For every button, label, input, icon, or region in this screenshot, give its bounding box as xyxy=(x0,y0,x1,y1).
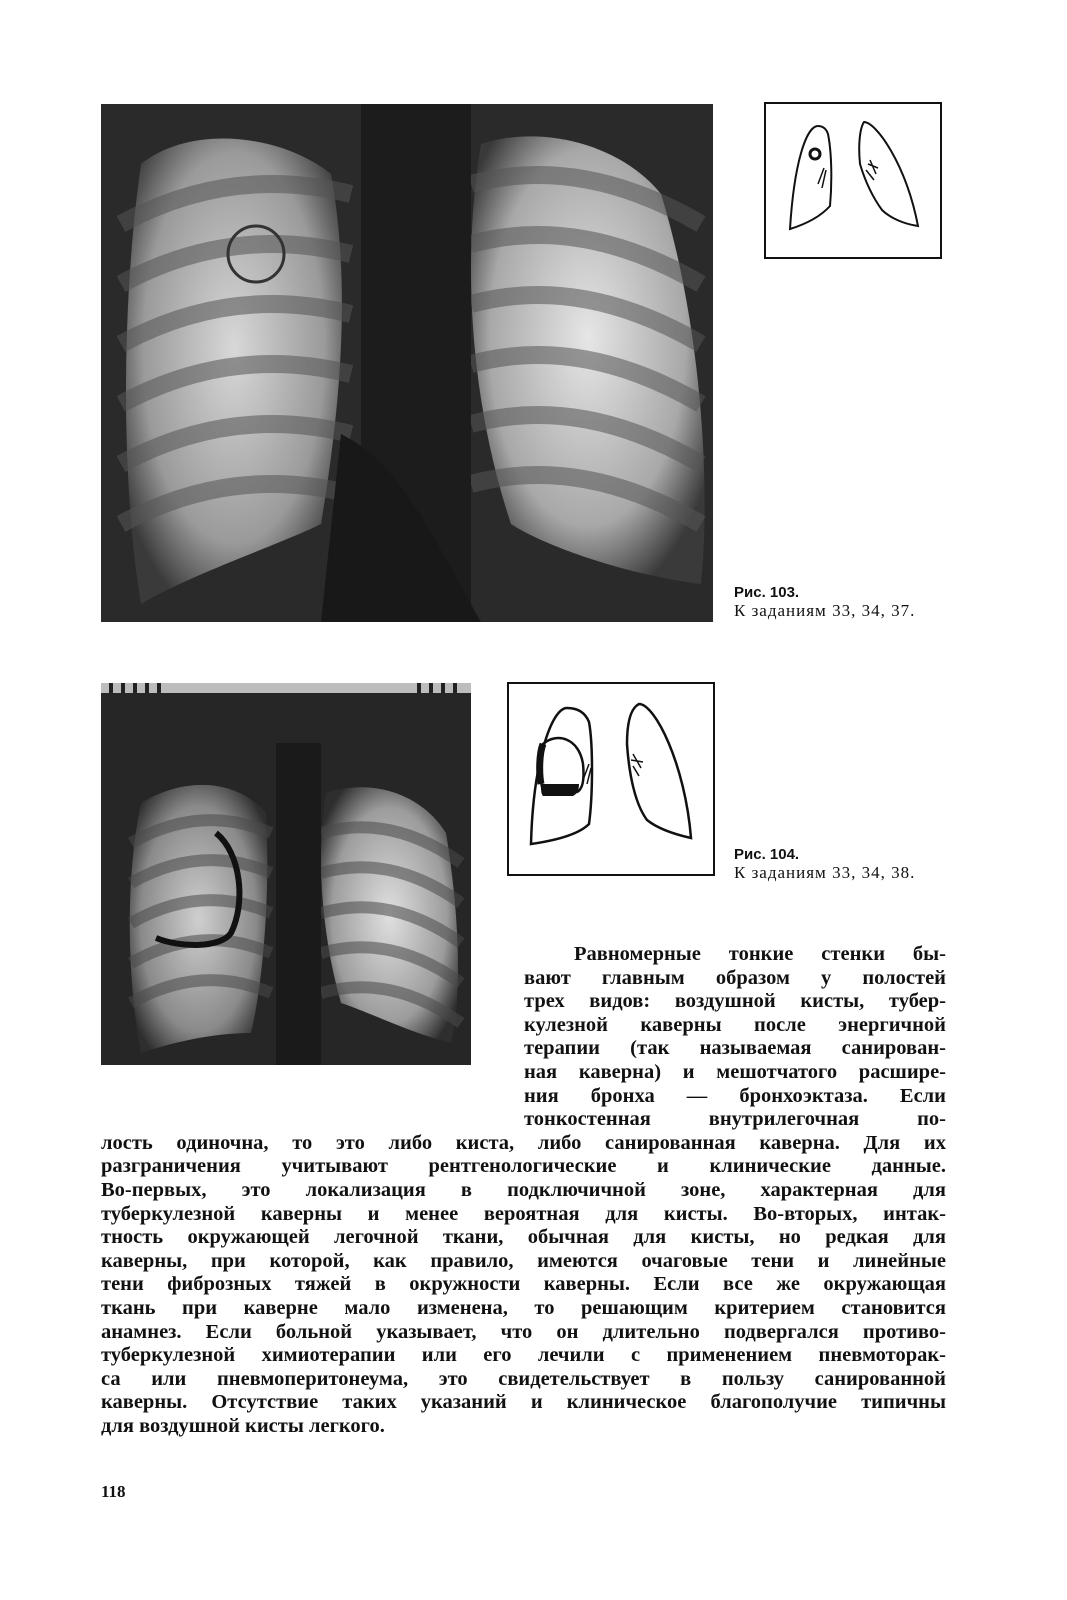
xray-image-103 xyxy=(101,104,713,622)
figure-104-reference: К заданиям 33, 34, 38. xyxy=(734,863,916,882)
figure-103-number: Рис. 103. xyxy=(734,584,800,601)
figure-104-number: Рис. 104. xyxy=(734,846,800,863)
text-line: ная каверна) и мешотчатого расшире- xyxy=(524,1060,946,1083)
text-line: туберкулезной каверны и менее вероятная для кисты. Во-вторых, интак- xyxy=(101,1202,946,1225)
text-line: кулезной каверны после энергичной xyxy=(524,1013,946,1036)
body-paragraph xyxy=(101,943,946,1438)
text-line: терапии (так называемая санирован- xyxy=(524,1037,946,1060)
figure-104-caption xyxy=(734,846,974,882)
text-line: туберкулезной химиотерапии или его лечили с применением пневмоторак- xyxy=(101,1344,946,1367)
text-line: Равномерные тонкие стенки бы- xyxy=(574,943,946,965)
text-line: тность окружающей легочной ткани, обычная для кисты, но редкая для xyxy=(101,1226,946,1249)
schema-diagram-103 xyxy=(764,102,942,259)
text-line: каверны, при которой, как правило, имеются очаговые тени и линейные xyxy=(101,1249,946,1272)
figure-103-reference: К заданиям 33, 34, 37. xyxy=(734,601,916,620)
schema-diagram-104 xyxy=(507,682,715,876)
text-line: тонкостенная внутрилегочная по- xyxy=(524,1108,946,1131)
text-line: разграничения учитывают рентгенологические и клинические данные. xyxy=(101,1155,946,1178)
text-line: вают главным образом у полостей xyxy=(524,966,946,989)
figure-103-caption xyxy=(734,584,974,620)
text-line: ния бронха — бронхоэктаза. Если xyxy=(524,1084,946,1107)
text-line: ткань при каверне мало изменена, то решающим критерием становится xyxy=(101,1296,946,1319)
text-line: трех видов: воздушной кисты, тубер- xyxy=(524,990,946,1013)
text-line: для воздушной кисты легкого. xyxy=(101,1414,385,1437)
text-line: каверны. Отсутствие таких указаний и клиническое благополучие типичны xyxy=(101,1391,946,1414)
text-line: лость одиночна, то это либо киста, либо санированная каверна. Для их xyxy=(101,1131,946,1154)
text-line: тени фиброзных тяжей в окружности каверны. Если все же окружающая xyxy=(101,1273,946,1296)
text-line: са или пневмоперитонеума, это свидетельствует в пользу санированной xyxy=(101,1367,946,1390)
text-line: Во-первых, это локализация в подключичной зоне, характерная для xyxy=(101,1178,946,1201)
page-number: 118 xyxy=(101,1482,126,1501)
text-line: анамнез. Если больной указывает, что он длительно подвергался противо- xyxy=(101,1320,946,1343)
